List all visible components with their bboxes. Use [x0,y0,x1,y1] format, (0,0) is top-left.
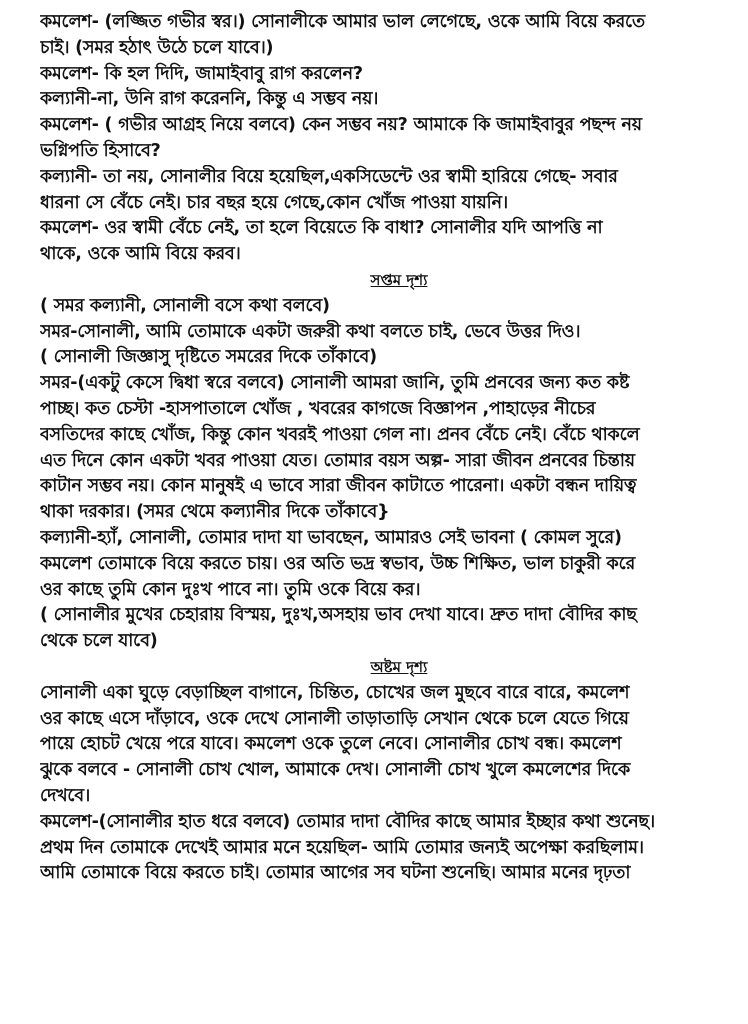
text-line: কমলেশ তোমাকে বিয়ে করতে চায়। ওর অতি ভদ্র স্বভাব, উচ্চ শিক্ষিত, ভাল চাকুরী করে [40,553,636,574]
text-line: দেখবে। [40,785,91,806]
text-line: ভগ্নিপতি হিসাবে? [40,140,161,161]
text-line: কল্যানী- তা নয়, সোনালীর বিয়ে হয়েছিল,একসিডেন্টে ওর স্বামী হারিয়ে গেছে- সবার [40,166,618,187]
text-line: বসতিদের কাছে খোঁজ, কিন্তু কোন খবরই পাওয়া গেল না। প্রনব বেঁচে নেই। বেঁচে থাকলে [40,424,640,445]
text-line: কমলেশ-(সোনালীর হাত ধরে বলবে) তোমার দাদা বৌদির কাছে আমার ইচ্ছার কথা শুনেছ। [40,811,655,832]
text-line: এত দিনে কোন একটা খবর পাওয়া যেত। তোমার বয়স অল্প- সারা জীবন প্রনবের চিন্তায় [40,450,635,471]
text-line: কাটান সম্ভব নয়। কোন মানুষই এ ভাবে সারা জীবন কাটাতে পারেনা। একটা বন্ধন দায়িত্ব [40,476,637,497]
text-line: থাকা দরকার। (সমর থেমে কল্যানীর দিকে তাঁকাবে} [40,502,390,523]
text-line: কমলেশ- (লজ্জিত গভীর স্বর।) সোনালীকে আমার ভাল লেগেছে, ওকে আমি বিয়ে করতে [40,12,645,32]
text-line: কল্যানী-না, উনি রাগ করেননি, কিন্তু এ সম্ভব নয়। [40,89,379,110]
text-line: সমর-সোনালী, আমি তোমাকে একটা জরুরী কথা বলতে চাই, ভেবে উত্তর দিও। [40,321,581,342]
text-line: চাই। (সমর হঠাৎ উঠে চলে যাবে।) [40,37,274,58]
text-line: ওর কাছে এসে দাঁড়াবে, ওকে দেখে সোনালী তাড়াতাড়ি সেখান থেকে চলে যেতে গিয়ে [40,708,629,729]
text-line: পাচ্ছ। কত চেস্টা -হাসপাতালে খোঁজ , খবরের কাগজে বিজ্ঞাপন ,পাহাড়ের নীচের [40,398,596,419]
text-line: সোনালী একা ঘুড়ে বেড়াচ্ছিল বাগানে, চিন্তিত, চোখের জল মুছবে বারে বারে, কমলেশ [40,682,630,703]
text-line: ধারনা সে বেঁচে নেই। চার বছর হয়ে গেছে,কোন খোঁজ পাওয়া যায়নি। [40,192,508,213]
text-line: কমলেশ- কি হল দিদি, জামাইবাবু রাগ করলেন? [40,63,363,84]
text-line: কমলেশ- ( গভীর আগ্রহ নিয়ে বলবে) কেন সম্ভব নয়? আমাকে কি জামাইবাবুর পছন্দ নয় [40,115,642,136]
scene-heading-eighth: অষ্টম দৃশ্য [370,657,428,676]
text-line: কল্যানী-হ্যাঁ, সোনালী, তোমার দাদা যা ভাবছেন, আমারও সেই ভাবনা ( কোমল সুরে) [40,527,622,548]
text-line: কমলেশ- ওর স্বামী বেঁচে নেই, তা হলে বিয়েতে কি বাধা? সোনালীর যদি আপত্তি না [40,218,603,239]
text-line: ( সোনালী জিজ্ঞাসু দৃষ্টিতে সমরের দিকে তাঁকাবে) [40,347,377,368]
text-line: পায়ে হোচট খেয়ে পরে যাবে। কমলেশ ওকে তুলে নেবে। সোনালীর চোখ বন্ধ। কমলেশ [40,734,622,755]
text-line: ওর কাছে তুমি কোন দুঃখ পাবে না। তুমি ওকে বিয়ে কর। [40,579,421,600]
text-line: থেকে চলে যাবে) [40,631,158,652]
text-line: ( সমর কল্যানী, সোনালী বসে কথা বলবে) [40,295,330,316]
text-line: প্রথম দিন তোমাকে দেখেই আমার মনে হয়েছিল- আমি তোমার জন্যই অপেক্ষা করছিলাম। [40,837,644,858]
text-line: ঝুকে বলবে - সোনালী চোখ খোল, আমাকে দেখ। সোনালী চোখ খুলে কমলেশের দিকে [40,760,631,781]
text-line: আমি তোমাকে বিয়ে করতে চাই। তোমার আগের সব ঘটনা শুনেছি। আমার মনের দৃঢ়তা [40,863,631,884]
scene-heading-seventh: সপ্তম দৃশ্য [370,270,428,289]
text-line: ( সোনালীর মুখের চেহারায় বিস্ময়, দুঃখ,অসহায় ভাব দেখা যাবে। দ্রুত দাদা বৌদির কাছ [40,605,637,626]
text-line: থাকে, ওকে আমি বিয়ে করব। [40,244,241,265]
text-line: সমর-(একটু কেসে দ্বিধা স্বরে বলবে) সোনালী আমরা জানি, তুমি প্রনবের জন্য কত কষ্ট [40,373,630,394]
